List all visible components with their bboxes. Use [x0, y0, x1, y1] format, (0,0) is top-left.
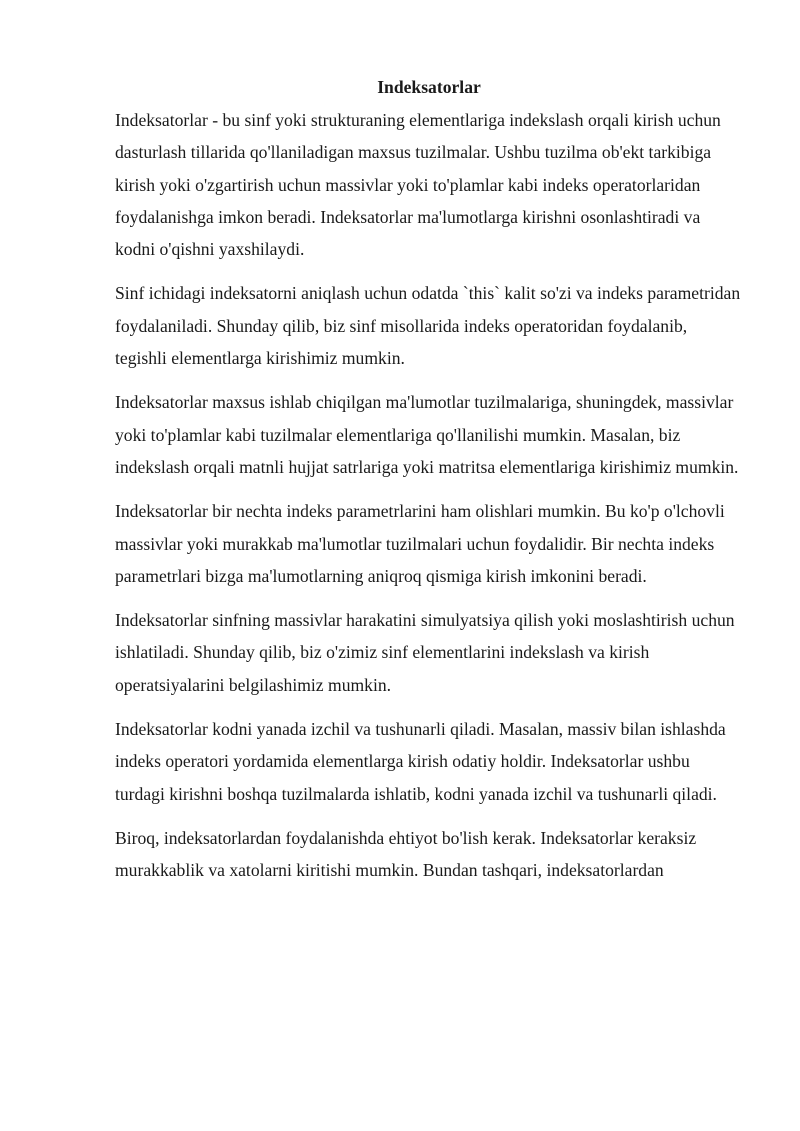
paragraph-1: Indeksatorlar - bu sinf yoki strukturaning elementlariga indekslash orqali kirish uchun dasturlash tillarida qo'llaniladigan maxsus tuzilmalar. Ushbu tuzilma ob'ekt tarkibiga kirish yoki o'zgartirish uchun massivlar yoki to'plamlar kabi indeks operatorlaridan foydalanishga imkon beradi. Indeksatorlar ma'lumotlarga kirishni osonlashtiradi va kodni o'qishni yaxshilaydi.	[115, 110, 721, 260]
paragraph-2: Sinf ichidagi indeksatorni aniqlash uchun odatda `this` kalit so'zi va indeks parametridan foydalaniladi. Shunday qilib, biz sinf misollarida indeks operatoridan foydalanib, tegishli elementlarga kirishimiz mumkin.	[115, 283, 741, 369]
paragraph-3: Indeksatorlar maxsus ishlab chiqilgan ma'lumotlar tuzilmalariga, shuningdek, massivlar yoki to'plamlar kabi tuzilmalar elementlariga qo'llanilishi mumkin. Masalan, biz indekslash orqali matnli hujjat satrlariga yoki matritsa elementlariga kirishimiz mumkin.	[115, 392, 739, 477]
document-body	[115, 76, 741, 899]
document-title: Indeksatorlar	[377, 77, 481, 97]
paragraph-4: Indeksatorlar bir nechta indeks parametrlarini ham olishlari mumkin. Bu ko'p o'lchovli massivlar yoki murakkab ma'lumotlar tuzilmalari uchun foydalidir. Bir nechta indeks parametrlari bizga ma'lumotlarning aniqroq qismiga kirish imkonini beradi.	[115, 501, 725, 586]
paragraph-6: Indeksatorlar kodni yanada izchil va tushunarli qiladi. Masalan, massiv bilan ishlashda indeks operatori yordamida elementlarga kirish odatiy holdir. Indeksatorlar ushbu turdagi kirishni boshqa tuzilmalarda ishlatib, kodni yanada izchil va tushunarli qiladi.	[115, 719, 726, 804]
paragraph-5: Indeksatorlar sinfning massivlar harakatini simulyatsiya qilish yoki moslashtirish uchun ishlatiladi. Shunday qilib, biz o'zimiz sinf elementlarini indekslash va kirish operatsiyalarini belgilashimiz mumkin.	[115, 610, 735, 695]
paragraph-7: Biroq, indeksatorlardan foydalanishda ehtiyot bo'lish kerak. Indeksatorlar keraksiz murakkablik va xatolarni kiritishi mumkin. Bundan tashqari, indeksatorlardan	[115, 827, 697, 881]
